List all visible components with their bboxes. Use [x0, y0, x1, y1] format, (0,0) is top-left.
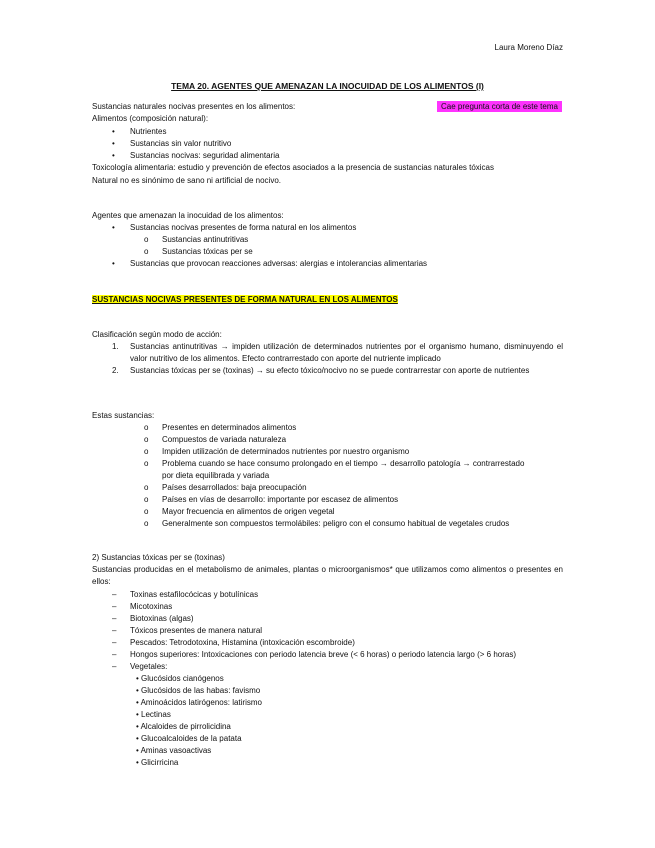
list-item: – Hongos superiores: Intoxicaciones con periodo latencia breve (< 6 horas) o periodo latencia largo (> 6 horas)	[112, 650, 516, 659]
list-subitem: o Sustancias antinutritivas	[144, 235, 249, 244]
list-subitem: o Sustancias tóxicas per se	[144, 247, 253, 256]
list-item: – Toxinas estafilocócicas y botulínicas	[112, 590, 259, 599]
natural-text: Natural no es sinónimo de sano ni artificial de nocivo.	[92, 176, 281, 185]
list-subitem: • Lectinas	[136, 710, 171, 719]
numbered-marker: 2.	[112, 366, 119, 375]
estas-heading: Estas sustancias:	[92, 411, 155, 420]
list-subitem: • Aminoácidos latirógenos: latirismo	[136, 698, 262, 707]
agentes-heading: Agentes que amenazan la inocuidad de los alimentos:	[92, 211, 284, 220]
list-subitem: o Problema cuando se hace consumo prolongado en el tiempo → desarrollo patología → contrarrestado	[144, 459, 525, 468]
alimentos-label: Alimentos (composición natural):	[92, 114, 209, 123]
list-item: – Tóxicos presentes de manera natural	[112, 626, 263, 635]
list-item: • Sustancias que provocan reacciones adversas: alergias e intolerancias alimentarias	[112, 259, 428, 268]
list-subitem: • Glucósidos de las habas: favismo	[136, 686, 261, 695]
list-subitem: o Compuestos de variada naturaleza	[144, 435, 287, 444]
list-item: • Sustancias nocivas presentes de forma natural en los alimentos	[112, 223, 357, 232]
list-item: – Vegetales:	[112, 662, 168, 671]
list-subitem: o Países en vías de desarrollo: importante por escasez de alimentos	[144, 495, 399, 504]
numbered-item: Sustancias antinutritivas → impiden utilización de determinados nutrientes por el organismo humano, disminuyendo el valor nutritivo de los alimentos. Efecto contrarrestado con aporte del nutriente implicado	[130, 342, 563, 363]
clasificacion-heading: Clasificación según modo de acción:	[92, 330, 222, 339]
list-subitem: o Mayor frecuencia en alimentos de origen vegetal	[144, 507, 335, 516]
list-subitem: o Presentes en determinados alimentos	[144, 423, 297, 432]
toxinas-heading: 2) Sustancias tóxicas per se (toxinas)	[92, 553, 225, 562]
author-name: Laura Moreno Díaz	[494, 43, 563, 52]
list-subitem-continuation: por dieta equilibrada y variada	[162, 471, 270, 480]
toxicologia-text: Toxicología alimentaria: estudio y prevención de efectos asociados a la presencia de sustancias naturales tóxicas	[92, 163, 495, 172]
exam-badge	[437, 101, 562, 113]
section-title: SUSTANCIAS NOCIVAS PRESENTES DE FORMA NATURAL EN LOS ALIMENTOS	[92, 295, 398, 304]
list-subitem: • Alcaloides de pirrolicidina	[136, 722, 231, 731]
list-subitem: o Países desarrollados: baja preocupación	[144, 483, 307, 492]
exam-badge-text: Cae pregunta corta de este tema	[437, 101, 562, 112]
document-title: TEMA 20. AGENTES QUE AMENAZAN LA INOCUIDAD DE LOS ALIMENTOS (I)	[171, 81, 484, 91]
list-subitem: • Glucósidos cianógenos	[136, 674, 224, 683]
intro-heading: Sustancias naturales nocivas presentes en los alimentos:	[92, 102, 296, 111]
list-item: • Sustancias nocivas: seguridad alimentaria	[112, 151, 280, 160]
list-item: – Micotoxinas	[112, 602, 173, 611]
numbered-item: Sustancias tóxicas per se (toxinas) → su efecto tóxico/nocivo no se puede contrarrestar con aporte de nutrientes	[130, 366, 530, 375]
list-subitem: • Glucoalcaloides de la patata	[136, 734, 242, 743]
list-item: • Nutrientes	[112, 127, 167, 136]
list-subitem: • Aminas vasoactivas	[136, 746, 212, 755]
list-item: • Sustancias sin valor nutritivo	[112, 139, 232, 148]
list-subitem: o Impiden utilización de determinados nutrientes por nuestro organismo	[144, 447, 410, 456]
numbered-marker: 1.	[112, 342, 119, 351]
toxinas-paragraph: Sustancias producidas en el metabolismo de animales, plantas o microorganismos* que utilizamos como alimentos o presentes en ellos:	[92, 565, 563, 586]
list-item: – Biotoxinas (algas)	[112, 614, 194, 623]
list-subitem: • Glicirricina	[136, 758, 179, 767]
list-subitem: o Generalmente son compuestos termolábiles: peligro con el consumo habitual de vegetales crudos	[144, 519, 510, 528]
list-item: – Pescados: Tetrodotoxina, Histamina (intoxicación escombroide)	[112, 638, 355, 647]
